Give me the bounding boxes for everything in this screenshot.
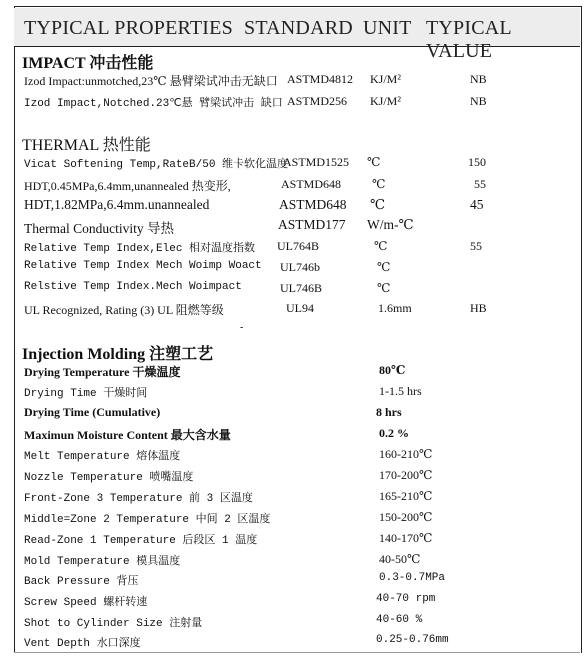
property-name: Izod Impact:unmotched,23℃ 悬臂梁试冲击无缺口 [24, 74, 278, 88]
table-row [24, 552, 574, 572]
standard-value: ASTMD648 [281, 177, 342, 191]
property-name: Middle=Zone 2 Temperature 中间 2 区温度 [24, 514, 271, 526]
table-row [24, 94, 574, 114]
property-name: Back Pressure 背压 [24, 576, 139, 588]
table-row [24, 405, 574, 425]
table-header [14, 8, 580, 62]
property-name: Relstive Temp Index.Mech Woimpact [24, 281, 242, 293]
property-name: Maximun Moisture Content 最大含水量 [24, 428, 231, 442]
typical-value: 1-1.5 hrs [379, 384, 422, 398]
standard-value: ASTMD648 [279, 197, 347, 212]
standard-value: ASTMD4812 [287, 72, 354, 86]
unit-value: 1.6mm [378, 301, 412, 315]
table-row [24, 197, 574, 217]
header-unit: UNIT [363, 17, 412, 39]
header-standard: STANDARD [244, 17, 353, 39]
table-row [24, 634, 574, 654]
property-name: Front-Zone 3 Temperature 前 3 区温度 [24, 493, 253, 505]
table-row [24, 489, 574, 509]
table-row [24, 447, 574, 467]
typical-value: 40-60 % [376, 614, 423, 626]
table-bottom-border [14, 652, 580, 653]
standard-value: ASTMD177 [278, 217, 346, 232]
unit-value: ℃ [370, 197, 386, 212]
standard-value: UL764B [277, 239, 319, 253]
property-name: Drying Time (Cumulative) [24, 405, 161, 419]
typical-value: 0.25-0.76mm [376, 634, 449, 646]
table-row [24, 468, 574, 488]
standard-value: ASTMD256 [287, 94, 348, 108]
typical-value: 150 [468, 155, 486, 169]
molding-section-title: Injection Molding 注塑工艺 [22, 346, 214, 363]
typical-value: 0.3-0.7MPa [379, 572, 446, 584]
typical-value: 140-170℃ [379, 531, 433, 545]
unit-value: ℃ [374, 239, 388, 253]
property-name: Relative Temp Index Mech Woimp Woact [24, 260, 262, 272]
typical-value: 165-210℃ [379, 489, 433, 503]
unit-value: ℃ [372, 177, 386, 191]
table-row [24, 363, 574, 383]
property-name: Relative Temp Index,Elec 相对温度指数 [24, 243, 256, 255]
property-name: Melt Temperature 熔体温度 [24, 451, 181, 463]
typical-value: 40-50℃ [379, 552, 421, 566]
header-typical-value: TYPICAL VALUE [426, 17, 512, 62]
table-row [24, 614, 574, 634]
header-typical-properties: TYPICAL PROPERTIES [24, 17, 233, 39]
unit-value: KJ/M² [370, 72, 401, 86]
property-name: Vent Depth 水口深度 [24, 638, 141, 650]
typical-value: HB [470, 301, 487, 315]
property-name: Read-Zone 1 Temperature 后段区 1 温度 [24, 535, 258, 547]
table-row [24, 384, 574, 404]
typical-value: 55 [470, 239, 482, 253]
property-name: UL Recognized, Rating (3) UL 阻燃等级 [24, 303, 224, 317]
table-row [24, 531, 574, 551]
property-name: HDT,0.45MPa,6.4mm,unannealed 热变形, [24, 179, 231, 193]
property-name: HDT,1.82MPa,6.4mm.unannealed [24, 197, 210, 212]
property-name: Drying Temperature 干燥温度 [24, 365, 181, 379]
typical-value: 0.2 % [379, 426, 409, 440]
typical-value: 150-200℃ [379, 510, 433, 524]
typical-value: NB [470, 94, 487, 108]
property-name: Mold Temperature 模具温度 [24, 556, 181, 568]
table-row [24, 217, 574, 237]
standard-value: UL746b [280, 260, 320, 274]
typical-value: 170-200℃ [379, 468, 433, 482]
property-name: Screw Speed 螺杆转速 [24, 597, 148, 609]
property-name: Izod Impact,Notched.23℃悬 臂梁试冲击 缺口 [24, 98, 283, 110]
typical-value: 8 hrs [376, 405, 402, 419]
table-row [24, 572, 574, 592]
table-row [24, 426, 574, 446]
unit-value: W/m-℃ [367, 217, 414, 232]
standard-value: UL94 [286, 301, 314, 315]
table-row [24, 239, 574, 259]
unit-value: ℃ [377, 260, 391, 274]
standard-value: ASTMD1525 [283, 155, 350, 169]
typical-value: 40-70 rpm [376, 593, 436, 605]
standard-value: UL746B [280, 281, 322, 295]
separator-dash: - [240, 322, 244, 333]
table-row [24, 155, 574, 175]
impact-section-title: IMPACT 冲击性能 [22, 55, 154, 72]
property-name: Nozzle Temperature 喷嘴温度 [24, 472, 194, 484]
table-row [24, 72, 574, 92]
table-row [24, 177, 574, 197]
table-row [24, 301, 574, 321]
typical-value: 160-210℃ [379, 447, 433, 461]
table-row [24, 593, 574, 613]
typical-value: 55 [474, 177, 486, 191]
typical-value: NB [470, 72, 487, 86]
table-row [24, 260, 574, 280]
table-row [24, 510, 574, 530]
property-name: Thermal Conductivity 导热 [24, 221, 174, 236]
unit-value: KJ/M² [370, 94, 401, 108]
property-name: Shot to Cylinder Size 注射量 [24, 618, 203, 630]
typical-value: 80℃ [379, 363, 406, 377]
unit-value: ℃ [377, 281, 391, 295]
thermal-section-title: THERMAL 热性能 [22, 137, 151, 154]
typical-value: 45 [470, 197, 484, 212]
property-name: Drying Time 干燥时间 [24, 388, 148, 400]
property-name: Vicat Softening Temp,RateB/50 维卡软化温度 [24, 159, 289, 171]
table-row [24, 281, 574, 301]
unit-value: ℃ [367, 155, 381, 169]
